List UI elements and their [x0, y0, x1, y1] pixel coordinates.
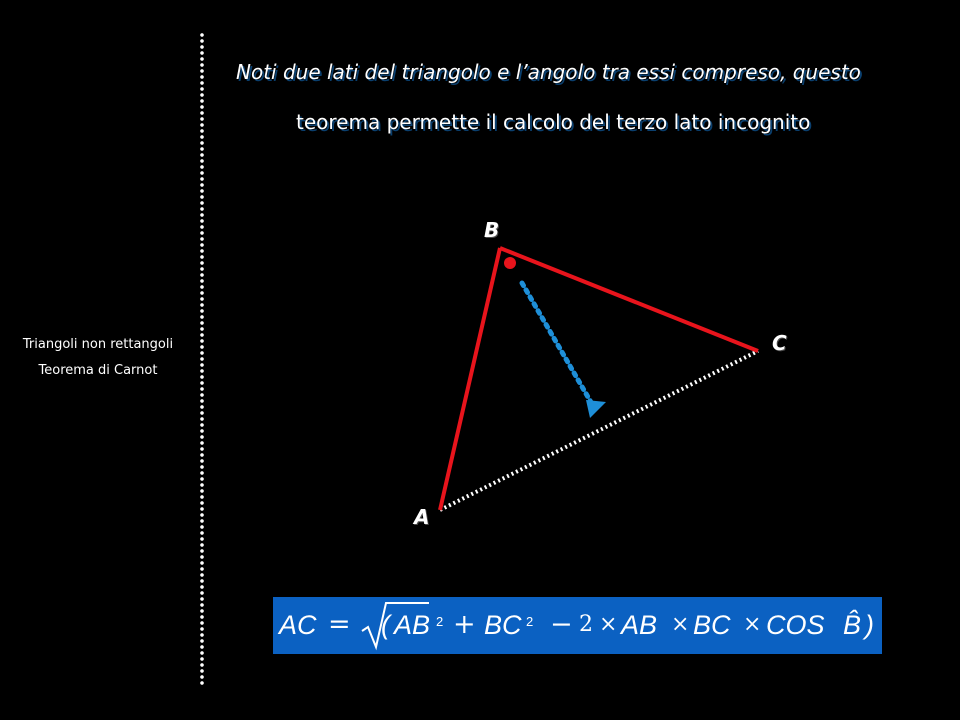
formula-exp-2: 2: [526, 614, 534, 629]
side-ac: [440, 351, 758, 510]
height-arrow-head: [586, 400, 606, 418]
formula-lhs: AC: [279, 610, 317, 640]
side-ab: [440, 248, 500, 510]
formula-ab: AB: [394, 610, 431, 640]
formula-cos: COS: [766, 610, 825, 640]
height-arrow-line: [522, 283, 592, 404]
formula-exp-1: 2: [436, 614, 444, 629]
vertex-a-label: A: [414, 505, 430, 529]
formula-times-2: ×: [671, 612, 690, 637]
formula-close-paren: ): [865, 610, 874, 640]
sidebar-topic-label: Triangoli non rettangoli: [22, 337, 174, 352]
title-line-2: teorema permette il calcolo del terzo lato incognito: [296, 110, 811, 134]
title-line-1: Noti due lati del triangolo e l’angolo tra essi compreso, questo: [236, 60, 861, 84]
formula-times-3: ×: [743, 612, 762, 637]
carnot-formula: [273, 597, 882, 654]
formula-open-paren: (: [381, 610, 390, 640]
side-bc: [500, 248, 758, 351]
formula-times-1: ×: [599, 612, 618, 637]
formula-angle-b: B̂: [843, 610, 862, 640]
sidebar-theorem-label: Teorema di Carnot: [38, 363, 158, 378]
formula-two: 2: [579, 612, 593, 637]
formula-plus: +: [453, 609, 476, 640]
vertex-b-dot: [504, 257, 516, 269]
formula-minus: −: [550, 609, 573, 640]
vertex-c-label: C: [772, 331, 787, 355]
formula-equals: =: [328, 609, 351, 640]
formula-ab-2: AB: [621, 610, 658, 640]
formula-bc: BC: [484, 610, 522, 640]
vertex-b-label: B: [484, 218, 500, 242]
formula-bc-2: BC: [693, 610, 731, 640]
